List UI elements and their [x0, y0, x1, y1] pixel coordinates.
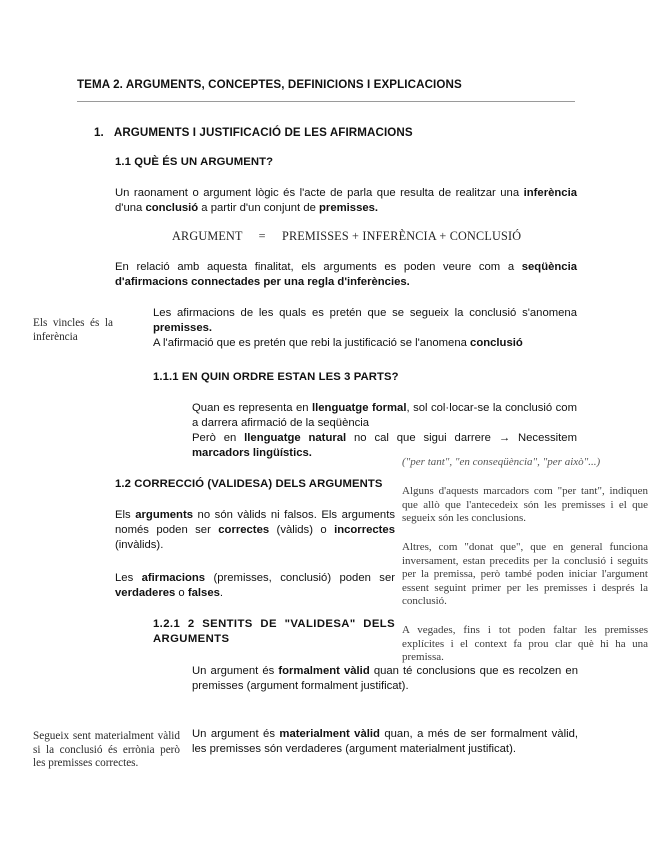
paragraph-formally-valid: Un argument és formalment vàlid quan té conclusions que es recolzen en premisses (argument formalment justificat). [192, 665, 578, 692]
subsection-heading-1-2-1: 1.2.1 2 SENTITS DE "VALIDESA" DELS ARGUMENTS [153, 618, 395, 645]
paragraph-sequence: En relació amb aquesta finalitat, els arguments es poden veure com a seqüència d'afirmacions connectades per una regla d'inferències. [115, 261, 577, 288]
subsection-heading-1-1: 1.1 QUÈ ÉS UN ARGUMENT? [115, 156, 274, 168]
subsection-heading-1-1-1: 1.1.1 EN QUIN ORDRE ESTAN LES 3 PARTS? [153, 371, 399, 383]
paragraph-premises-conclusion: Les afirmacions de les quals es pretén que se segueix la conclusió s'anomena premisses. A l'afirmació que es pretén que rebi la justificació se l'anomena conclusió [153, 307, 577, 349]
paragraph-natural-language: Però en llenguatge natural no cal que sigui darrere → Necessitem marcadors lingüístics. [192, 432, 577, 459]
paragraph-statements-truth: Les afirmacions (premisses, conclusió) poden ser verdaderes o falses. [115, 572, 395, 599]
margin-note-materially-valid: Segueix sent materialment vàlid si la conclusió és errònia però les premisses correctes. [33, 730, 180, 769]
paragraph-argument-definition: Un raonament o argument lògic és l'acte de parla que resulta de realitzar una inferència d'una conclusió a partir d'un conjunt de premisses. [115, 187, 577, 214]
margin-note-per-tant: Alguns d'aquests marcadors com "per tant", indiquen que allò que l'antecedeix són les premisses i el que segueix són les conclusions. [402, 485, 648, 524]
section-heading [94, 125, 413, 140]
paragraph-arguments-validity: Els arguments no són vàlids ni falsos. Els arguments només poden ser correctes (vàlids) o incorrectes (invàlids). [115, 509, 395, 551]
argument-formula: ARGUMENT = PREMISSES + INFERÈNCIA + CONCLUSIÓ [172, 229, 522, 243]
section-number: 1. [94, 126, 104, 139]
section-title: ARGUMENTS I JUSTIFICACIÓ DE LES AFIRMACIONS [113, 126, 413, 139]
margin-note-implicit-premises: A vegades, fins i tot poden faltar les premisses explícites i el context fa prou clar què hi ha una premissa. [402, 624, 648, 663]
paragraph-materially-valid: Un argument és materialment vàlid quan, a més de ser formalment vàlid, les premisses són verdaderes (argument materialment justificat). [192, 728, 579, 755]
margin-note-inference: Els vincles és la inferència [33, 317, 113, 343]
margin-note-donat-que: Altres, com "donat que", que en general funciona inversament, estan precedits per la conclusió i seguits per la premissa, però també poden iniciar l'argument essent seguint primer per les premisses i després la conclusió. [402, 541, 648, 607]
title-divider [77, 101, 575, 102]
subsection-heading-1-2: 1.2 CORRECCIÓ (VALIDESA) DELS ARGUMENTS [115, 478, 383, 490]
margin-note-markers: ("per tant", "en conseqüència", "per això"...) [402, 456, 601, 468]
page-title: TEMA 2. ARGUMENTS, CONCEPTES, DEFINICIONS I EXPLICACIONS [77, 78, 462, 91]
paragraph-formal-language: Quan es representa en llenguatge formal, sol col·locar-se la conclusió com a darrera afirmació de la seqüència [192, 402, 577, 429]
